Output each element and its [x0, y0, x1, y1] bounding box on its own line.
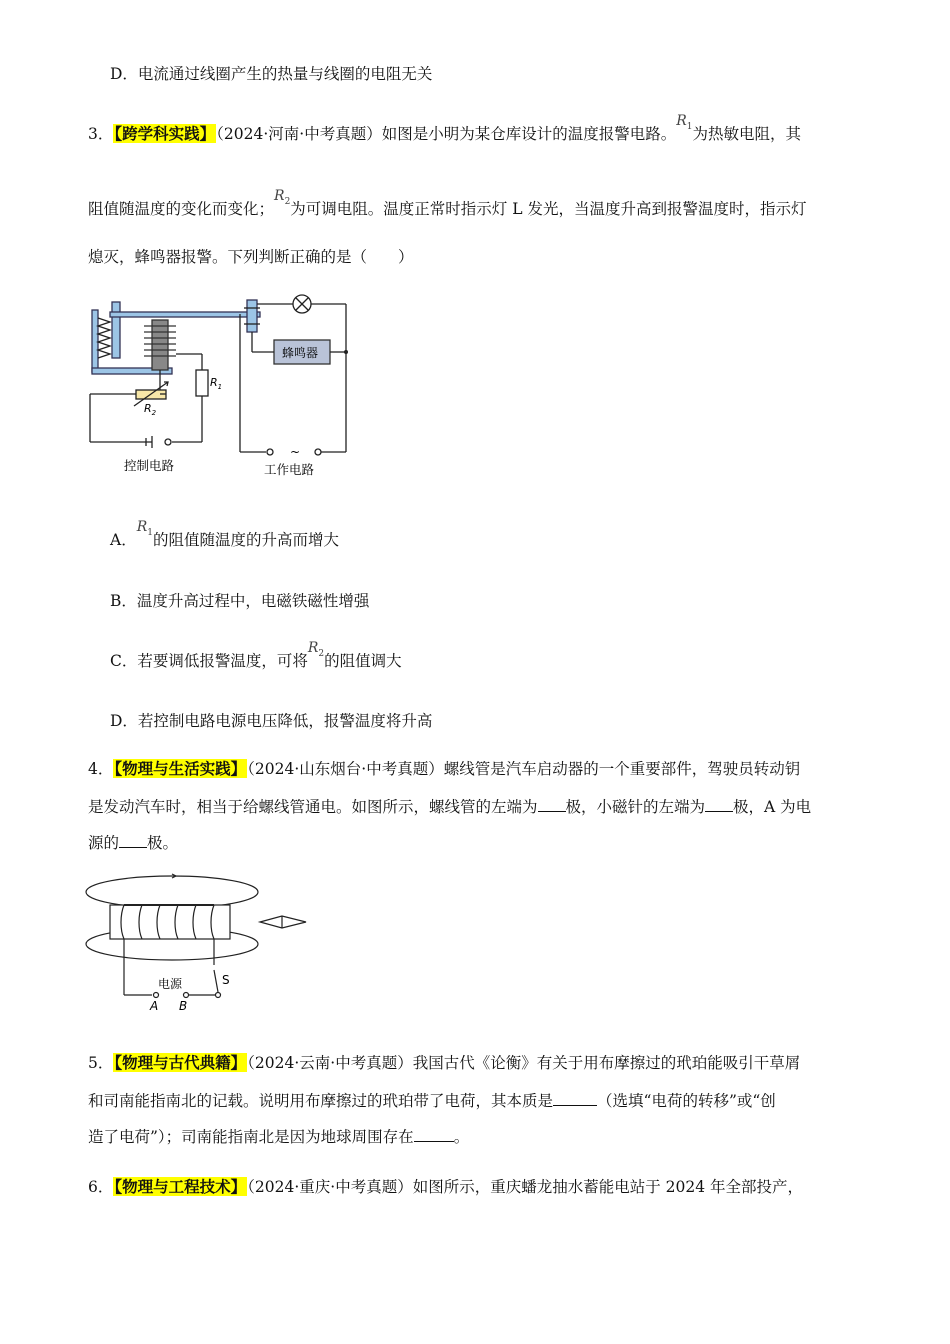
q5-blank-2[interactable] — [414, 1127, 454, 1142]
q2-option-d: D．电流通过线圈产生的热量与线圈的电阻无关 — [110, 65, 433, 83]
q3-line-1 — [88, 113, 868, 151]
q3-r1-symbol: $R_1$ — [676, 113, 693, 132]
q5-line-3: 造了电荷”）；司南能指南北是因为地球周围存在 。 — [88, 1128, 470, 1146]
q4-solenoid-figure — [84, 870, 314, 1020]
q3-tag: 【跨学科实践】 — [114, 124, 216, 143]
q3-option-a: A．$R_1$的阻值随温度的升高而增大 — [110, 519, 339, 549]
q3-option-c: C．若要调低报警温度，可将$R_2$的阻值调大 — [110, 640, 402, 670]
q4-fig-a-label: A — [150, 999, 159, 1013]
q5-blank-1[interactable] — [553, 1091, 597, 1106]
q3-fig-buzzer-label: 蜂鸣器 — [282, 346, 319, 360]
q3-fig-ac-label: ~ — [290, 445, 301, 459]
q3-line1-tail: 为热敏电阻，其 — [692, 125, 801, 143]
q3-circuit-figure — [84, 290, 364, 490]
q5-line-1: 5．【物理与古代典籍】（2024·云南·中考真题）我国古代《论衡》有关于用布摩擦过的玳珀能吸引干草屑 — [88, 1053, 801, 1072]
q5-line-2: 和司南能指南北的记载。说明用布摩擦过的玳珀带了电荷，其本质是 （选填“电荷的转移”或“创 — [88, 1092, 776, 1110]
q6-tag: 【物理与工程技术】 — [114, 1177, 247, 1196]
q6-line-1: 6．【物理与工程技术】（2024·重庆·中考真题）如图所示，重庆蟠龙抽水蓄能电站于 2024 年全部投产， — [88, 1177, 803, 1196]
q4-fig-b-label: B — [179, 999, 188, 1013]
q3-fig-control-label: 控制电路 — [124, 458, 175, 473]
q4-blank-3[interactable] — [119, 833, 147, 848]
q3-number: 3． — [88, 125, 114, 143]
q4-fig-s-label: S — [222, 973, 230, 987]
q3-line-3: 熄灭，蜂鸣器报警。下列判断正确的是（ ） — [88, 248, 414, 266]
q3-line-2: 阻值随温度的变化而变化；$R_2$为可调电阻。温度正常时指示灯 L 发光，当温度升高到报警温度时，指示灯 — [88, 188, 807, 218]
q4-blank-1[interactable] — [538, 797, 566, 812]
q5-tag: 【物理与古代典籍】 — [114, 1053, 247, 1072]
q3-r2-symbol: $R_2$ — [274, 188, 291, 207]
q3-source: （2024·河南·中考真题）如图是小明为某仓库设计的温度报警电路。 — [216, 125, 677, 143]
q3-option-b: B．温度升高过程中，电磁铁磁性增强 — [110, 592, 370, 610]
q3-fig-r1-label: $R_1$ — [210, 376, 223, 391]
q3-option-d: D．若控制电路电源电压降低，报警温度将升高 — [110, 712, 433, 730]
q4-line-3: 源的 极。 — [88, 834, 179, 852]
q4-line-1: 4．【物理与生活实践】（2024·山东烟台·中考真题）螺线管是汽车启动器的一个重要部件，驾驶员转动钥 — [88, 759, 801, 778]
q4-blank-2[interactable] — [705, 797, 733, 812]
q4-tag: 【物理与生活实践】 — [114, 759, 247, 778]
q3-fig-work-label: 工作电路 — [264, 462, 315, 477]
q3-fig-r2-label: $R_2$ — [144, 402, 157, 417]
q4-fig-power-label: 电源 — [158, 977, 183, 991]
q4-line-2: 是发动汽车时，相当于给螺线管通电。如图所示，螺线管的左端为 极，小磁针的左端为 极，A 为电 — [88, 798, 812, 816]
